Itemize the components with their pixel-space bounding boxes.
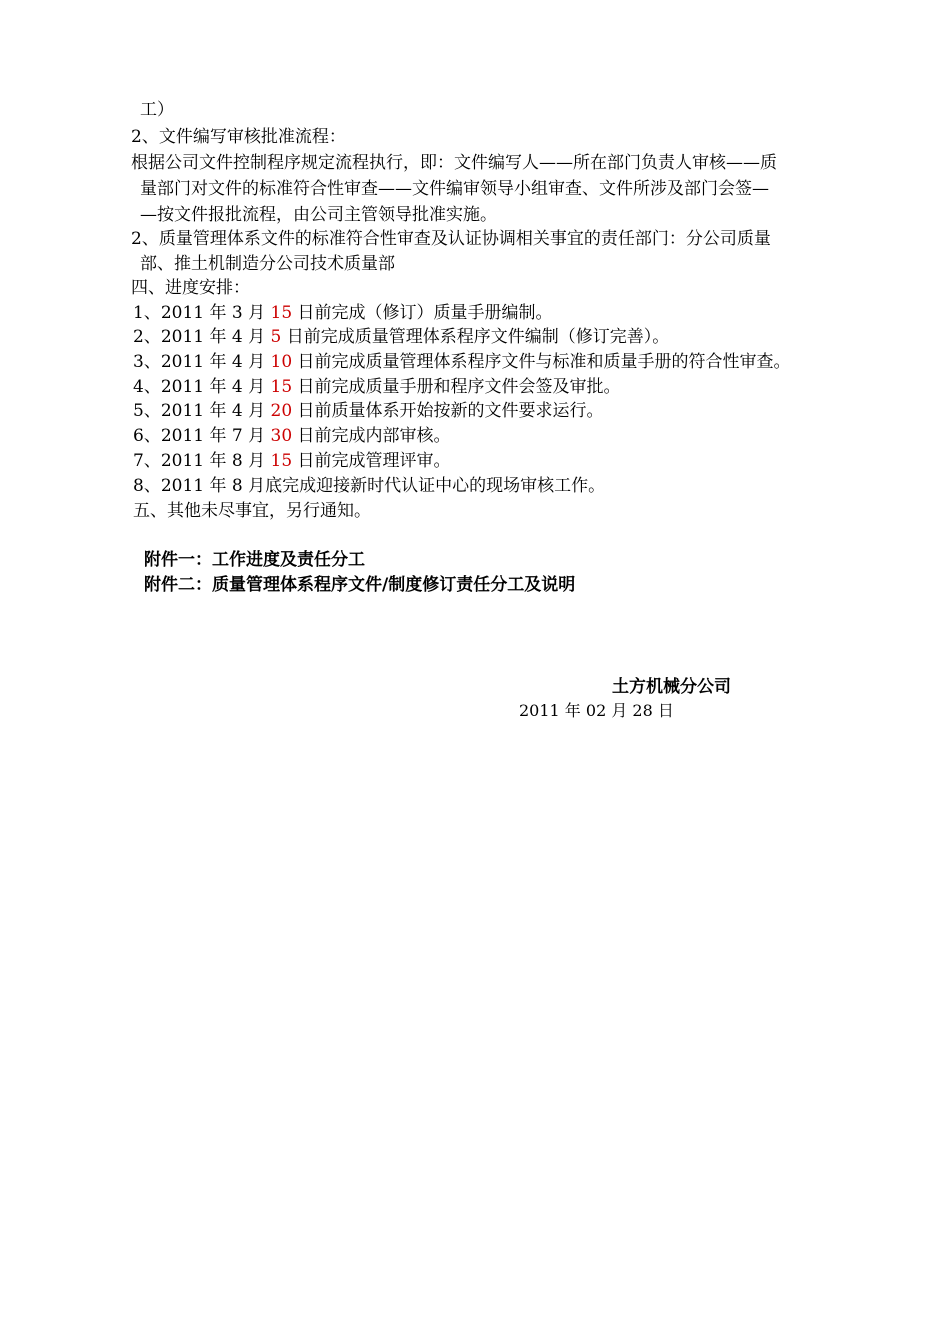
schedule-suffix: 日前完成质量手册和程序文件会签及审批。 — [292, 377, 621, 397]
schedule-suffix: 日前完成内部审核。 — [292, 426, 451, 446]
schedule-day: 10 — [270, 352, 293, 372]
section-heading: 2、文件编写审核批准流程： — [131, 127, 346, 147]
schedule-prefix: 1、2011 年 3 月 — [133, 303, 271, 323]
schedule-prefix: 3、2011 年 4 月 — [133, 352, 271, 372]
schedule-prefix: 5、2011 年 4 月 — [133, 401, 271, 421]
schedule-item — [133, 399, 604, 423]
schedule-suffix: 日前完成（修订）质量手册编制。 — [292, 303, 553, 323]
schedule-suffix: 日前完成质量管理体系程序文件与标准和质量手册的符合性审查。 — [292, 352, 791, 372]
schedule-item — [133, 424, 451, 448]
text-line: 量部门对文件的标准符合性审查——文件编审领导小组审查、文件所涉及部门会签— — [140, 179, 769, 199]
schedule-day: 15 — [270, 451, 293, 471]
schedule-suffix: 日前质量体系开始按新的文件要求运行。 — [292, 401, 604, 421]
schedule-item — [133, 375, 621, 399]
signature-company: 土方机械分公司 — [612, 677, 731, 697]
schedule-day: 15 — [270, 377, 293, 397]
schedule-suffix: 日前完成质量管理体系程序文件编制（修订完善）。 — [281, 327, 670, 347]
schedule-prefix: 7、2011 年 8 月 — [133, 451, 271, 471]
text-line: 2、质量管理体系文件的标准符合性审查及认证协调相关事宜的责任部门：分公司质量 — [131, 229, 771, 249]
schedule-day: 20 — [270, 401, 293, 421]
schedule-day: 5 — [270, 327, 282, 347]
schedule-item: 8、2011 年 8 月底完成迎接新时代认证中心的现场审核工作。 — [133, 476, 606, 496]
schedule-day: 30 — [270, 426, 293, 446]
schedule-prefix: 4、2011 年 4 月 — [133, 377, 271, 397]
schedule-day: 15 — [270, 303, 293, 323]
section-heading: 四、进度安排： — [131, 278, 250, 298]
schedule-suffix: 日前完成管理评审。 — [292, 451, 451, 471]
text-line: 工） — [140, 100, 174, 120]
attachment-line: 附件二：质量管理体系程序文件/制度修订责任分工及说明 — [144, 575, 576, 595]
schedule-prefix: 6、2011 年 7 月 — [133, 426, 271, 446]
schedule-item — [133, 350, 791, 374]
schedule-item — [133, 449, 451, 473]
schedule-item — [133, 325, 669, 349]
schedule-item — [133, 301, 553, 325]
text-line: 根据公司文件控制程序规定流程执行，即：文件编写人——所在部门负责人审核——质 — [131, 153, 777, 173]
section-heading: 五、其他未尽事宜，另行通知。 — [133, 501, 371, 521]
text-line: 部、推土机制造分公司技术质量部 — [140, 254, 395, 274]
schedule-prefix: 2、2011 年 4 月 — [133, 327, 271, 347]
signature-date: 2011 年 02 月 28 日 — [519, 701, 674, 720]
text-line: —按文件报批流程，由公司主管领导批准实施。 — [140, 205, 497, 225]
attachment-line: 附件一：工作进度及责任分工 — [144, 550, 365, 570]
